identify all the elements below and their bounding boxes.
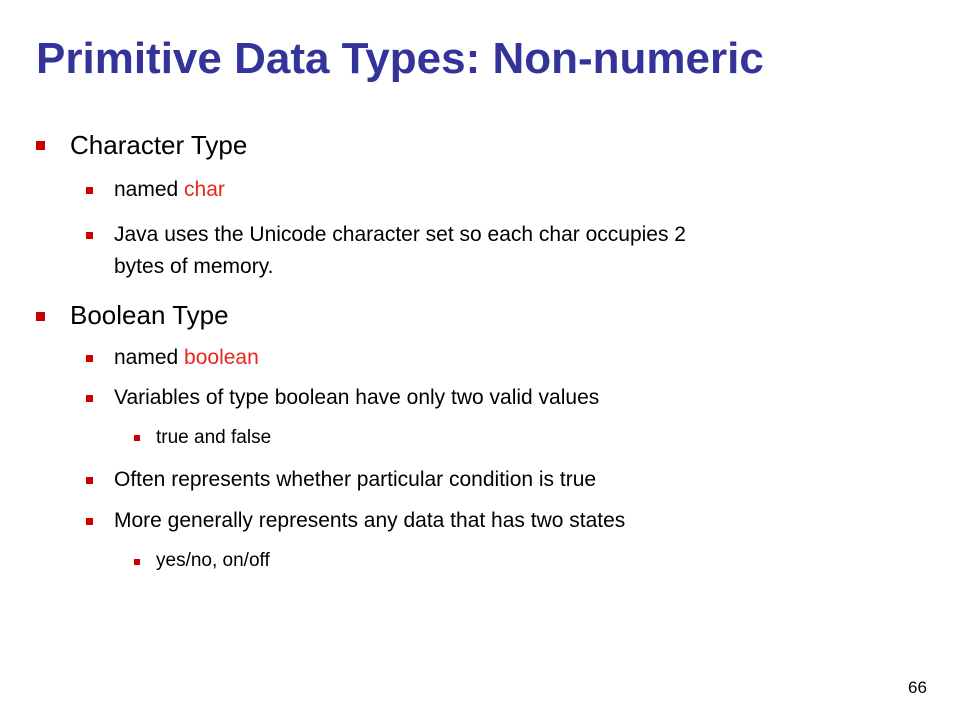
list-item-two-states: More generally represents any data that has two states xyxy=(114,509,626,532)
section-heading-character-type: Character Type xyxy=(70,130,248,160)
list-item-named-char xyxy=(114,178,225,202)
list-item-two-valid-values: Variables of type boolean have only two valid values xyxy=(114,386,600,409)
list-item-unicode-line1: Java uses the Unicode character set so each char occupies 2 xyxy=(114,223,686,246)
bullet-icon xyxy=(36,312,45,321)
list-item-named-boolean xyxy=(114,346,259,370)
bullet-icon xyxy=(86,477,93,484)
bullet-icon xyxy=(134,435,140,441)
item-prefix: named xyxy=(114,346,185,369)
bullet-icon xyxy=(86,355,93,362)
bullet-icon xyxy=(86,232,93,239)
bullet-icon xyxy=(134,559,140,565)
page-number: 66 xyxy=(908,678,927,697)
list-item-unicode-line2: bytes of memory. xyxy=(114,255,274,278)
list-item-condition: Often represents whether particular condition is true xyxy=(114,468,597,491)
sub-item-yes-no: yes/no, on/off xyxy=(156,550,270,571)
bullet-icon xyxy=(86,187,93,194)
item-prefix: named xyxy=(114,178,185,201)
bullet-icon xyxy=(86,518,93,525)
keyword-char: char xyxy=(184,178,225,201)
sub-item-true-false: true and false xyxy=(156,427,272,448)
section-heading-boolean-type: Boolean Type xyxy=(70,300,229,330)
slide-title: Primitive Data Types: Non-numeric xyxy=(36,34,764,83)
bullet-icon xyxy=(86,395,93,402)
bullet-icon xyxy=(36,141,45,150)
keyword-boolean: boolean xyxy=(184,346,259,369)
